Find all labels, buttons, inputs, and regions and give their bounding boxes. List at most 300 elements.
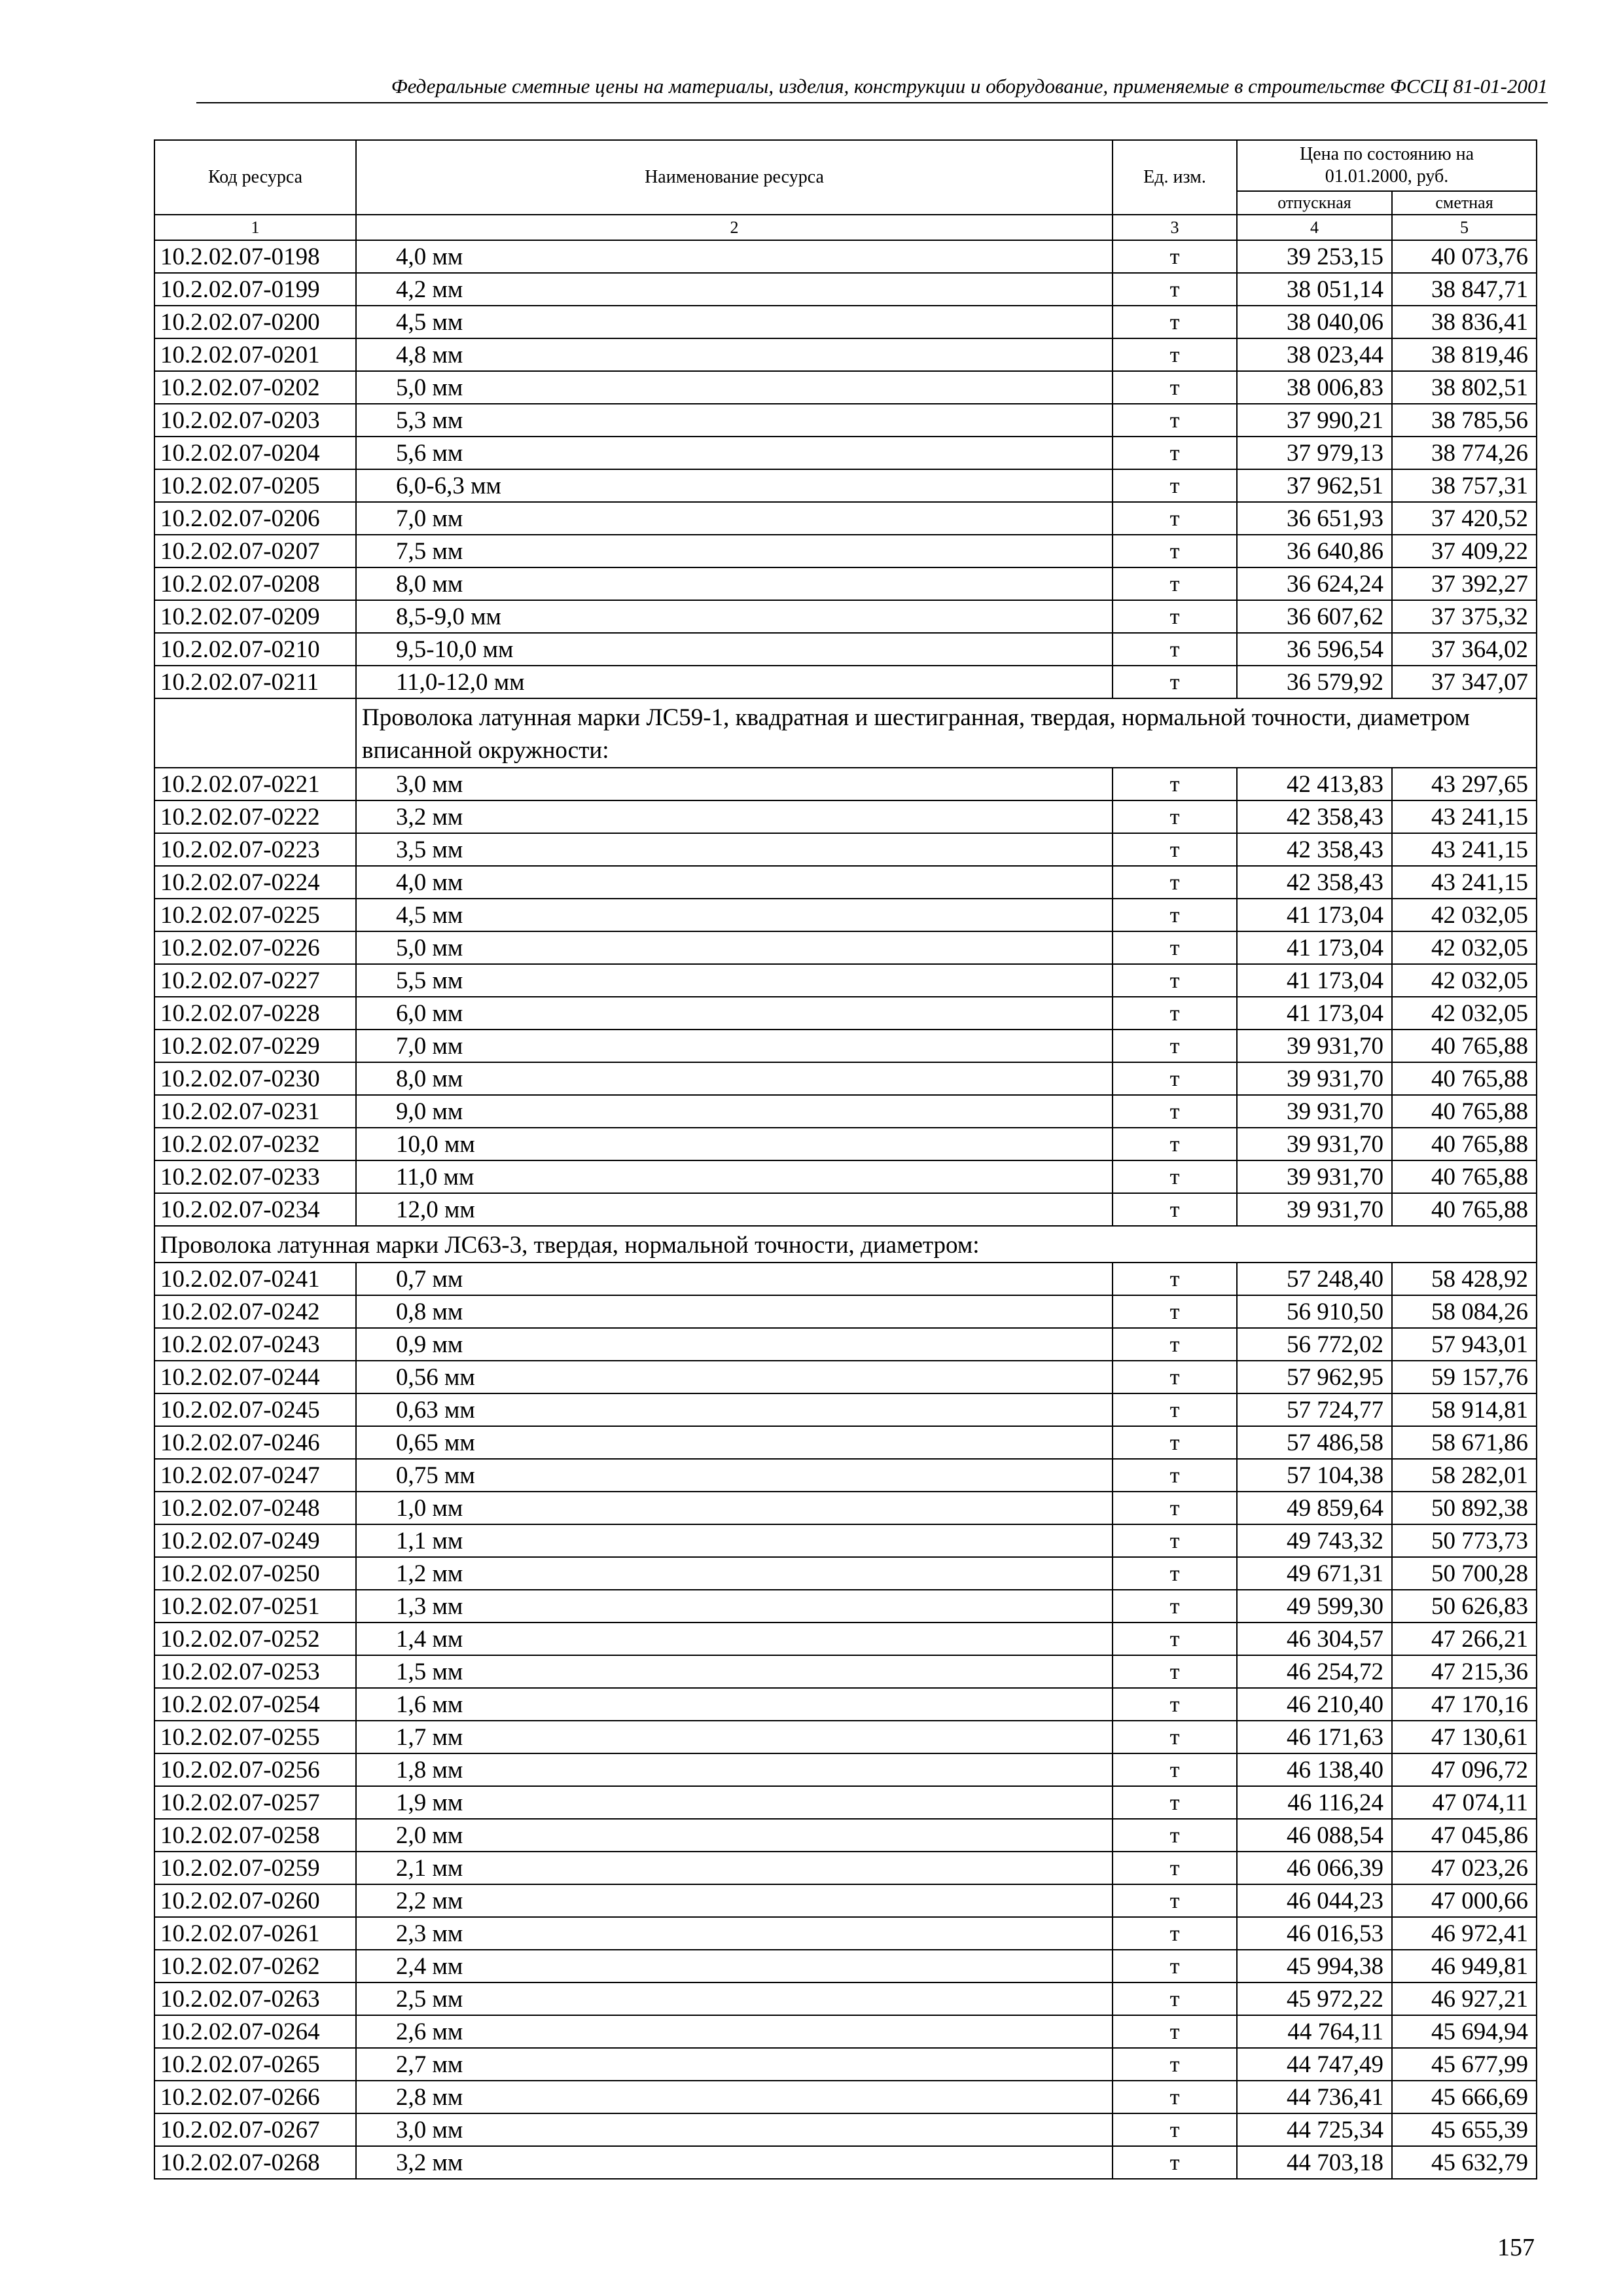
resource-code: 10.2.02.07-0262: [154, 1950, 356, 1982]
resource-name: 2,3 мм: [356, 1917, 1113, 1950]
estimate-price: 45 655,39: [1392, 2113, 1537, 2146]
table-row: [154, 1688, 1537, 1721]
estimate-price: 37 347,07: [1392, 666, 1537, 698]
resource-code: 10.2.02.07-0266: [154, 2081, 356, 2113]
unit-of-measure: т: [1113, 1524, 1237, 1557]
resource-code: 10.2.02.07-0206: [154, 502, 356, 535]
table-row: [154, 1128, 1537, 1160]
unit-of-measure: т: [1113, 1917, 1237, 1950]
unit-of-measure: т: [1113, 1328, 1237, 1361]
resource-code: 10.2.02.07-0252: [154, 1623, 356, 1655]
table-row: [154, 1426, 1537, 1459]
release-price: 46 066,39: [1237, 1852, 1392, 1884]
resource-name: 6,0 мм: [356, 997, 1113, 1030]
resource-name: 1,6 мм: [356, 1688, 1113, 1721]
unit-of-measure: т: [1113, 666, 1237, 698]
resource-code: 10.2.02.07-0268: [154, 2146, 356, 2179]
table-row: [154, 2113, 1537, 2146]
resource-code: 10.2.02.07-0245: [154, 1393, 356, 1426]
table-row: [154, 1884, 1537, 1917]
unit-of-measure: т: [1113, 1590, 1237, 1623]
estimate-price: 38 836,41: [1392, 306, 1537, 338]
release-price: 45 972,22: [1237, 1982, 1392, 2015]
unit-of-measure: т: [1113, 1295, 1237, 1328]
unit-of-measure: т: [1113, 2146, 1237, 2179]
resource-name: 4,0 мм: [356, 866, 1113, 899]
table-row: [154, 2048, 1537, 2081]
unit-of-measure: т: [1113, 1160, 1237, 1193]
resource-code: 10.2.02.07-0265: [154, 2048, 356, 2081]
release-price: 42 358,43: [1237, 800, 1392, 833]
resource-code: 10.2.02.07-0221: [154, 768, 356, 800]
release-price: 49 743,32: [1237, 1524, 1392, 1557]
resource-name: 12,0 мм: [356, 1193, 1113, 1226]
header-unit: Ед. изм.: [1113, 140, 1237, 215]
resource-name: 4,5 мм: [356, 306, 1113, 338]
unit-of-measure: т: [1113, 1361, 1237, 1393]
unit-of-measure: т: [1113, 866, 1237, 899]
table-row: [154, 1623, 1537, 1655]
estimate-price: 40 765,88: [1392, 1062, 1537, 1095]
table-row: [154, 1095, 1537, 1128]
estimate-price: 58 914,81: [1392, 1393, 1537, 1426]
resource-code: 10.2.02.07-0267: [154, 2113, 356, 2146]
resource-code: 10.2.02.07-0198: [154, 240, 356, 273]
table-row: [154, 1295, 1537, 1328]
resource-name: 0,63 мм: [356, 1393, 1113, 1426]
table-row: [154, 273, 1537, 306]
resource-code: 10.2.02.07-0209: [154, 600, 356, 633]
table-row: [154, 2015, 1537, 2048]
unit-of-measure: т: [1113, 1128, 1237, 1160]
estimate-price: 45 666,69: [1392, 2081, 1537, 2113]
table-row: [154, 997, 1537, 1030]
resource-name: 10,0 мм: [356, 1128, 1113, 1160]
table-row: [154, 1721, 1537, 1753]
unit-of-measure: т: [1113, 1819, 1237, 1852]
estimate-price: 50 700,28: [1392, 1557, 1537, 1590]
resource-code: 10.2.02.07-0263: [154, 1982, 356, 2015]
resource-name: 0,56 мм: [356, 1361, 1113, 1393]
resource-code: 10.2.02.07-0205: [154, 469, 356, 502]
resource-code: 10.2.02.07-0210: [154, 633, 356, 666]
unit-of-measure: т: [1113, 1950, 1237, 1982]
table-row: [154, 1524, 1537, 1557]
release-price: 38 040,06: [1237, 306, 1392, 338]
estimate-price: 38 757,31: [1392, 469, 1537, 502]
unit-of-measure: т: [1113, 306, 1237, 338]
resource-name: 1,7 мм: [356, 1721, 1113, 1753]
estimate-price: 47 045,86: [1392, 1819, 1537, 1852]
estimate-price: 38 802,51: [1392, 371, 1537, 404]
table-row: [154, 1459, 1537, 1492]
resource-code: 10.2.02.07-0232: [154, 1128, 356, 1160]
table-row: [154, 1361, 1537, 1393]
table-row: [154, 567, 1537, 600]
release-price: 46 088,54: [1237, 1819, 1392, 1852]
table-group-b: [154, 698, 1537, 768]
estimate-price: 37 392,27: [1392, 567, 1537, 600]
release-price: 46 171,63: [1237, 1721, 1392, 1753]
unit-of-measure: т: [1113, 1623, 1237, 1655]
release-price: 39 931,70: [1237, 1160, 1392, 1193]
estimate-price: 42 032,05: [1392, 899, 1537, 931]
unit-of-measure: т: [1113, 2015, 1237, 2048]
release-price: 41 173,04: [1237, 997, 1392, 1030]
resource-name: 3,5 мм: [356, 833, 1113, 866]
resource-name: 9,5-10,0 мм: [356, 633, 1113, 666]
resource-name: 5,5 мм: [356, 964, 1113, 997]
resource-name: 2,4 мм: [356, 1950, 1113, 1982]
unit-of-measure: т: [1113, 1263, 1237, 1295]
estimate-price: 38 847,71: [1392, 273, 1537, 306]
resource-name: 2,6 мм: [356, 2015, 1113, 2048]
header-code: Код ресурса: [154, 140, 356, 215]
estimate-price: 47 130,61: [1392, 1721, 1537, 1753]
unit-of-measure: т: [1113, 833, 1237, 866]
unit-of-measure: т: [1113, 931, 1237, 964]
release-price: 36 651,93: [1237, 502, 1392, 535]
resource-code: 10.2.02.07-0242: [154, 1295, 356, 1328]
resource-code: 10.2.02.07-0256: [154, 1753, 356, 1786]
unit-of-measure: т: [1113, 502, 1237, 535]
release-price: 41 173,04: [1237, 899, 1392, 931]
estimate-price: 50 626,83: [1392, 1590, 1537, 1623]
column-number-4: 4: [1237, 215, 1392, 240]
unit-of-measure: т: [1113, 371, 1237, 404]
resource-name: 2,5 мм: [356, 1982, 1113, 2015]
table-row: [154, 600, 1537, 633]
resource-code: 10.2.02.07-0251: [154, 1590, 356, 1623]
table-row: [154, 964, 1537, 997]
estimate-price: 47 023,26: [1392, 1852, 1537, 1884]
table-row: [154, 800, 1537, 833]
resource-code: 10.2.02.07-0228: [154, 997, 356, 1030]
estimate-price: 58 084,26: [1392, 1295, 1537, 1328]
estimate-price: 37 409,22: [1392, 535, 1537, 567]
table-group-c: [154, 1226, 1537, 1263]
column-number-2: 2: [356, 215, 1113, 240]
resource-name: 1,2 мм: [356, 1557, 1113, 1590]
resource-name: 1,0 мм: [356, 1492, 1113, 1524]
resource-name: 8,0 мм: [356, 567, 1113, 600]
release-price: 38 051,14: [1237, 273, 1392, 306]
estimate-price: 46 949,81: [1392, 1950, 1537, 1982]
unit-of-measure: т: [1113, 1393, 1237, 1426]
estimate-price: 40 073,76: [1392, 240, 1537, 273]
resource-name: 1,3 мм: [356, 1590, 1113, 1623]
resource-name: 8,5-9,0 мм: [356, 600, 1113, 633]
column-number-3: 3: [1113, 215, 1237, 240]
estimate-price: 46 972,41: [1392, 1917, 1537, 1950]
unit-of-measure: т: [1113, 1492, 1237, 1524]
release-price: 36 596,54: [1237, 633, 1392, 666]
resource-code: 10.2.02.07-0211: [154, 666, 356, 698]
resource-code: 10.2.02.07-0260: [154, 1884, 356, 1917]
unit-of-measure: т: [1113, 997, 1237, 1030]
resource-name: 7,0 мм: [356, 502, 1113, 535]
resource-code: 10.2.02.07-0231: [154, 1095, 356, 1128]
table-row: [154, 1160, 1537, 1193]
estimate-price: 42 032,05: [1392, 931, 1537, 964]
table-row: [154, 866, 1537, 899]
table-row: [154, 1590, 1537, 1623]
resource-code: 10.2.02.07-0230: [154, 1062, 356, 1095]
release-price: 56 772,02: [1237, 1328, 1392, 1361]
resource-code: 10.2.02.07-0229: [154, 1030, 356, 1062]
release-price: 49 859,64: [1237, 1492, 1392, 1524]
resource-name: 5,3 мм: [356, 404, 1113, 437]
resource-code: 10.2.02.07-0225: [154, 899, 356, 931]
unit-of-measure: т: [1113, 964, 1237, 997]
unit-of-measure: т: [1113, 2113, 1237, 2146]
unit-of-measure: т: [1113, 1884, 1237, 1917]
resource-name: 2,2 мм: [356, 1884, 1113, 1917]
resource-code: 10.2.02.07-0264: [154, 2015, 356, 2048]
estimate-price: 43 241,15: [1392, 866, 1537, 899]
table-row: [154, 371, 1537, 404]
group-heading: Проволока латунная марки ЛС63-3, твердая, нормальной точности, диаметром:: [154, 1226, 1537, 1263]
table-row: [154, 1263, 1537, 1295]
header-price-group: Цена по состоянию на 01.01.2000, руб.: [1237, 140, 1537, 191]
resource-code: 10.2.02.07-0253: [154, 1655, 356, 1688]
unit-of-measure: т: [1113, 1982, 1237, 2015]
header-release-price: отпускная: [1237, 191, 1392, 215]
resource-name: 1,9 мм: [356, 1786, 1113, 1819]
table-row: [154, 2146, 1537, 2179]
resource-name: 0,7 мм: [356, 1263, 1113, 1295]
unit-of-measure: т: [1113, 1557, 1237, 1590]
table-row: [154, 1786, 1537, 1819]
estimate-price: 43 241,15: [1392, 800, 1537, 833]
table-row: [154, 1328, 1537, 1361]
resource-name: 7,0 мм: [356, 1030, 1113, 1062]
estimate-price: 40 765,88: [1392, 1095, 1537, 1128]
estimate-price: 58 428,92: [1392, 1263, 1537, 1295]
resource-name: 4,8 мм: [356, 338, 1113, 371]
release-price: 46 254,72: [1237, 1655, 1392, 1688]
estimate-price: 50 892,38: [1392, 1492, 1537, 1524]
resource-code: 10.2.02.07-0200: [154, 306, 356, 338]
resource-code: 10.2.02.07-0244: [154, 1361, 356, 1393]
estimate-price: 47 266,21: [1392, 1623, 1537, 1655]
release-price: 36 607,62: [1237, 600, 1392, 633]
release-price: 57 248,40: [1237, 1263, 1392, 1295]
table-row: [154, 1852, 1537, 1884]
release-price: 46 016,53: [1237, 1917, 1392, 1950]
release-price: 36 640,86: [1237, 535, 1392, 567]
resource-code: 10.2.02.07-0243: [154, 1328, 356, 1361]
release-price: 38 006,83: [1237, 371, 1392, 404]
unit-of-measure: т: [1113, 1095, 1237, 1128]
estimate-price: 38 774,26: [1392, 437, 1537, 469]
resource-code: 10.2.02.07-0201: [154, 338, 356, 371]
estimate-price: 37 420,52: [1392, 502, 1537, 535]
estimate-price: 50 773,73: [1392, 1524, 1537, 1557]
estimate-price: 40 765,88: [1392, 1128, 1537, 1160]
table-row: [154, 1030, 1537, 1062]
table-row: [154, 768, 1537, 800]
unit-of-measure: т: [1113, 1193, 1237, 1226]
release-price: 57 724,77: [1237, 1393, 1392, 1426]
release-price: 44 736,41: [1237, 2081, 1392, 2113]
resource-code: 10.2.02.07-0255: [154, 1721, 356, 1753]
release-price: 49 599,30: [1237, 1590, 1392, 1623]
estimate-price: 37 364,02: [1392, 633, 1537, 666]
resource-code: 10.2.02.07-0226: [154, 931, 356, 964]
estimate-price: 43 297,65: [1392, 768, 1537, 800]
table-row: [154, 931, 1537, 964]
release-price: 39 931,70: [1237, 1030, 1392, 1062]
release-price: 45 994,38: [1237, 1950, 1392, 1982]
unit-of-measure: т: [1113, 600, 1237, 633]
resource-code: 10.2.02.07-0247: [154, 1459, 356, 1492]
estimate-price: 59 157,76: [1392, 1361, 1537, 1393]
resource-name: 0,65 мм: [356, 1426, 1113, 1459]
release-price: 42 358,43: [1237, 866, 1392, 899]
table-row: [154, 469, 1537, 502]
resource-name: 1,5 мм: [356, 1655, 1113, 1688]
release-price: 46 138,40: [1237, 1753, 1392, 1786]
release-price: 46 210,40: [1237, 1688, 1392, 1721]
header-rule: [196, 102, 1548, 103]
table-row: [154, 240, 1537, 273]
table-row: [154, 1193, 1537, 1226]
resource-code: 10.2.02.07-0208: [154, 567, 356, 600]
unit-of-measure: т: [1113, 1655, 1237, 1688]
resource-code: 10.2.02.07-0234: [154, 1193, 356, 1226]
release-price: 57 962,95: [1237, 1361, 1392, 1393]
resource-name: 3,0 мм: [356, 768, 1113, 800]
release-price: 41 173,04: [1237, 931, 1392, 964]
release-price: 44 725,34: [1237, 2113, 1392, 2146]
resource-code: 10.2.02.07-0254: [154, 1688, 356, 1721]
resource-code: 10.2.02.07-0227: [154, 964, 356, 997]
unit-of-measure: т: [1113, 1852, 1237, 1884]
resource-code: 10.2.02.07-0250: [154, 1557, 356, 1590]
estimate-price: 37 375,32: [1392, 600, 1537, 633]
unit-of-measure: т: [1113, 1721, 1237, 1753]
table-row: [154, 1655, 1537, 1688]
table-row: [154, 633, 1537, 666]
resource-name: 0,8 мм: [356, 1295, 1113, 1328]
unit-of-measure: т: [1113, 1688, 1237, 1721]
release-price: 41 173,04: [1237, 964, 1392, 997]
resource-code: 10.2.02.07-0203: [154, 404, 356, 437]
estimate-price: 40 765,88: [1392, 1160, 1537, 1193]
estimate-price: 45 677,99: [1392, 2048, 1537, 2081]
resource-code: 10.2.02.07-0248: [154, 1492, 356, 1524]
estimate-price: 45 632,79: [1392, 2146, 1537, 2179]
unit-of-measure: т: [1113, 768, 1237, 800]
resource-name: 2,0 мм: [356, 1819, 1113, 1852]
table-row: [154, 833, 1537, 866]
unit-of-measure: т: [1113, 899, 1237, 931]
table-row: [154, 666, 1537, 698]
resource-name: 3,2 мм: [356, 800, 1113, 833]
release-price: 46 304,57: [1237, 1623, 1392, 1655]
estimate-price: 46 927,21: [1392, 1982, 1537, 2015]
resource-name: 4,5 мм: [356, 899, 1113, 931]
resource-name: 4,2 мм: [356, 273, 1113, 306]
table-row: [154, 502, 1537, 535]
resource-name: 8,0 мм: [356, 1062, 1113, 1095]
unit-of-measure: т: [1113, 1786, 1237, 1819]
resource-name: 2,7 мм: [356, 2048, 1113, 2081]
release-price: 44 703,18: [1237, 2146, 1392, 2179]
resource-code: 10.2.02.07-0246: [154, 1426, 356, 1459]
resource-name: 2,1 мм: [356, 1852, 1113, 1884]
resource-name: 11,0-12,0 мм: [356, 666, 1113, 698]
release-price: 42 358,43: [1237, 833, 1392, 866]
release-price: 39 931,70: [1237, 1062, 1392, 1095]
unit-of-measure: т: [1113, 633, 1237, 666]
release-price: 57 104,38: [1237, 1459, 1392, 1492]
estimate-price: 47 096,72: [1392, 1753, 1537, 1786]
release-price: 36 579,92: [1237, 666, 1392, 698]
table-row: [154, 2081, 1537, 2113]
estimate-price: 38 785,56: [1392, 404, 1537, 437]
resource-code: 10.2.02.07-0241: [154, 1263, 356, 1295]
table-row: [154, 1557, 1537, 1590]
estimate-price: 42 032,05: [1392, 964, 1537, 997]
release-price: 44 764,11: [1237, 2015, 1392, 2048]
table-section-c: [154, 1263, 1537, 2179]
group-heading: Проволока латунная марки ЛС59-1, квадратная и шестигранная, твердая, нормальной точности, диаметром вписанной окружности:: [356, 698, 1537, 768]
resource-code: 10.2.02.07-0259: [154, 1852, 356, 1884]
release-price: 37 979,13: [1237, 437, 1392, 469]
release-price: 39 253,15: [1237, 240, 1392, 273]
table-row: [154, 1492, 1537, 1524]
estimate-price: 47 000,66: [1392, 1884, 1537, 1917]
resource-name: 4,0 мм: [356, 240, 1113, 273]
unit-of-measure: т: [1113, 240, 1237, 273]
table-row: [154, 306, 1537, 338]
release-price: 36 624,24: [1237, 567, 1392, 600]
table-row: [154, 1917, 1537, 1950]
resource-name: 3,2 мм: [356, 2146, 1113, 2179]
unit-of-measure: т: [1113, 1030, 1237, 1062]
estimate-price: 42 032,05: [1392, 997, 1537, 1030]
resource-code: 10.2.02.07-0202: [154, 371, 356, 404]
table-row: [154, 338, 1537, 371]
table-row: [154, 1950, 1537, 1982]
estimate-price: 58 671,86: [1392, 1426, 1537, 1459]
unit-of-measure: т: [1113, 800, 1237, 833]
resource-code: 10.2.02.07-0223: [154, 833, 356, 866]
resource-code: 10.2.02.07-0258: [154, 1819, 356, 1852]
table-row: [154, 1062, 1537, 1095]
price-table: [154, 139, 1537, 2179]
estimate-price: 43 241,15: [1392, 833, 1537, 866]
table-row: [154, 437, 1537, 469]
resource-name: 1,4 мм: [356, 1623, 1113, 1655]
page-number: 157: [1497, 2234, 1535, 2261]
resource-code: 10.2.02.07-0249: [154, 1524, 356, 1557]
resource-name: 0,75 мм: [356, 1459, 1113, 1492]
resource-code: 10.2.02.07-0224: [154, 866, 356, 899]
unit-of-measure: т: [1113, 1062, 1237, 1095]
table-row: [154, 899, 1537, 931]
resource-code: 10.2.02.07-0261: [154, 1917, 356, 1950]
resource-name: 11,0 мм: [356, 1160, 1113, 1193]
unit-of-measure: т: [1113, 2048, 1237, 2081]
resource-code: 10.2.02.07-0204: [154, 437, 356, 469]
release-price: 46 044,23: [1237, 1884, 1392, 1917]
release-price: 46 116,24: [1237, 1786, 1392, 1819]
estimate-price: 45 694,94: [1392, 2015, 1537, 2048]
resource-name: 5,0 мм: [356, 931, 1113, 964]
